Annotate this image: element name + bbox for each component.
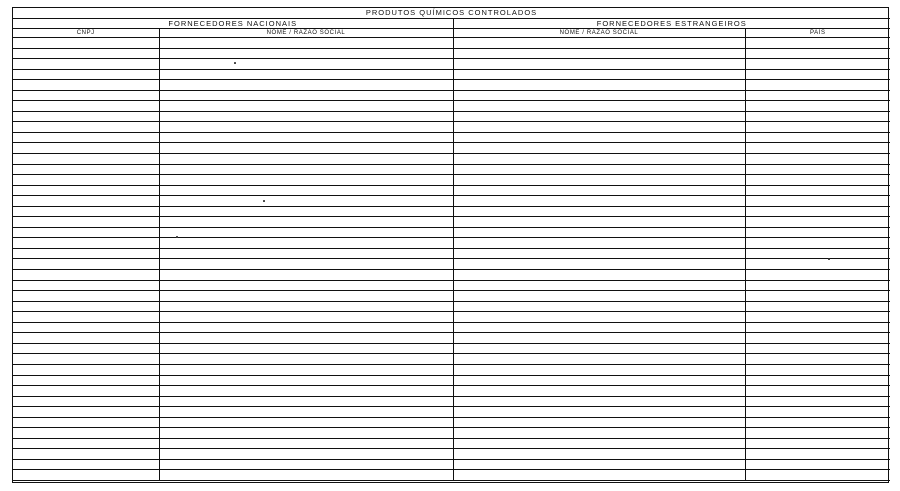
table-row (13, 185, 890, 196)
table-row (13, 354, 890, 365)
country-cell[interactable] (745, 175, 890, 186)
cnpj-cell[interactable] (13, 291, 159, 302)
country-cell[interactable] (745, 343, 890, 354)
national-name-cell[interactable] (159, 59, 453, 70)
national-name-cell[interactable] (159, 164, 453, 175)
foreign-name-cell[interactable] (453, 386, 745, 397)
country-cell[interactable] (745, 407, 890, 418)
foreign-name-cell[interactable] (453, 312, 745, 323)
cnpj-cell[interactable] (13, 185, 159, 196)
foreign-name-cell[interactable] (453, 101, 745, 112)
cnpj-cell[interactable] (13, 364, 159, 375)
foreign-name-cell[interactable] (453, 343, 745, 354)
scan-speck (234, 62, 236, 64)
foreign-suppliers-heading: FORNECEDORES ESTRANGEIROS (453, 19, 890, 29)
national-name-cell[interactable] (159, 270, 453, 281)
foreign-name-cell[interactable] (453, 164, 745, 175)
table-row (13, 59, 890, 70)
national-name-cell[interactable] (159, 417, 453, 428)
table-row (13, 312, 890, 323)
cnpj-cell[interactable] (13, 449, 159, 460)
cnpj-cell[interactable] (13, 248, 159, 259)
country-cell[interactable] (745, 259, 890, 270)
foreign-name-cell[interactable] (453, 291, 745, 302)
table-row (13, 280, 890, 291)
foreign-name-cell[interactable] (453, 238, 745, 249)
national-name-cell[interactable] (159, 90, 453, 101)
national-name-cell[interactable] (159, 143, 453, 154)
cnpj-cell[interactable] (13, 80, 159, 91)
country-cell[interactable] (745, 312, 890, 323)
foreign-name-cell[interactable] (453, 227, 745, 238)
country-cell[interactable] (745, 196, 890, 207)
foreign-name-cell[interactable] (453, 111, 745, 122)
national-name-cell[interactable] (159, 280, 453, 291)
country-cell[interactable] (745, 164, 890, 175)
foreign-name-cell[interactable] (453, 428, 745, 439)
foreign-name-cell[interactable] (453, 364, 745, 375)
national-suppliers-heading: FORNECEDORES NACIONAIS (13, 19, 453, 29)
cnpj-cell[interactable] (13, 69, 159, 80)
cnpj-cell[interactable] (13, 438, 159, 449)
table-row (13, 364, 890, 375)
national-name-cell[interactable] (159, 185, 453, 196)
suppliers-form (12, 7, 889, 483)
cnpj-cell[interactable] (13, 217, 159, 228)
table-row (13, 206, 890, 217)
foreign-name-cell[interactable] (453, 280, 745, 291)
suppliers-table (13, 8, 890, 481)
cnpj-cell[interactable] (13, 259, 159, 270)
cnpj-cell[interactable] (13, 428, 159, 439)
table-row (13, 238, 890, 249)
cnpj-cell[interactable] (13, 196, 159, 207)
country-cell[interactable] (745, 280, 890, 291)
country-cell[interactable] (745, 438, 890, 449)
table-row (13, 154, 890, 165)
cnpj-cell[interactable] (13, 312, 159, 323)
national-name-cell[interactable] (159, 206, 453, 217)
national-name-cell[interactable] (159, 217, 453, 228)
cnpj-cell[interactable] (13, 386, 159, 397)
foreign-name-column-header: NOME / RAZÃO SOCIAL (453, 29, 745, 38)
national-name-cell[interactable] (159, 407, 453, 418)
country-cell[interactable] (745, 333, 890, 344)
table-row (13, 459, 890, 470)
country-cell[interactable] (745, 185, 890, 196)
foreign-name-cell[interactable] (453, 438, 745, 449)
foreign-name-cell[interactable] (453, 185, 745, 196)
foreign-name-cell[interactable] (453, 175, 745, 186)
country-cell[interactable] (745, 69, 890, 80)
table-row (13, 470, 890, 481)
table-row (13, 48, 890, 59)
foreign-name-cell[interactable] (453, 38, 745, 49)
foreign-name-cell[interactable] (453, 143, 745, 154)
country-cell[interactable] (745, 238, 890, 249)
national-name-cell[interactable] (159, 428, 453, 439)
national-name-cell[interactable] (159, 38, 453, 49)
table-row (13, 164, 890, 175)
table-row (13, 291, 890, 302)
national-name-cell[interactable] (159, 322, 453, 333)
table-row (13, 196, 890, 207)
national-name-cell[interactable] (159, 227, 453, 238)
country-cell[interactable] (745, 217, 890, 228)
country-column-header: PAÍS (745, 29, 890, 38)
country-cell[interactable] (745, 459, 890, 470)
country-cell[interactable] (745, 111, 890, 122)
country-cell[interactable] (745, 227, 890, 238)
scan-speck (176, 236, 178, 238)
national-name-cell[interactable] (159, 175, 453, 186)
country-cell[interactable] (745, 132, 890, 143)
country-cell[interactable] (745, 80, 890, 91)
country-cell[interactable] (745, 101, 890, 112)
cnpj-cell[interactable] (13, 270, 159, 281)
cnpj-cell[interactable] (13, 132, 159, 143)
table-row (13, 301, 890, 312)
country-cell[interactable] (745, 396, 890, 407)
cnpj-cell[interactable] (13, 59, 159, 70)
foreign-name-cell[interactable] (453, 301, 745, 312)
cnpj-column-header: CNPJ (13, 29, 159, 38)
foreign-name-cell[interactable] (453, 69, 745, 80)
cnpj-cell[interactable] (13, 470, 159, 481)
cnpj-cell[interactable] (13, 343, 159, 354)
cnpj-cell[interactable] (13, 143, 159, 154)
national-name-column-header: NOME / RAZÃO SOCIAL (159, 29, 453, 38)
national-name-cell[interactable] (159, 196, 453, 207)
national-name-cell[interactable] (159, 48, 453, 59)
cnpj-cell[interactable] (13, 90, 159, 101)
cnpj-cell[interactable] (13, 238, 159, 249)
foreign-name-cell[interactable] (453, 354, 745, 365)
cnpj-cell[interactable] (13, 164, 159, 175)
table-row (13, 343, 890, 354)
country-cell[interactable] (745, 364, 890, 375)
table-row (13, 80, 890, 91)
table-row (13, 122, 890, 133)
country-cell[interactable] (745, 270, 890, 281)
national-name-cell[interactable] (159, 438, 453, 449)
foreign-name-cell[interactable] (453, 80, 745, 91)
country-cell[interactable] (745, 354, 890, 365)
table-row (13, 375, 890, 386)
table-row (13, 143, 890, 154)
country-cell[interactable] (745, 449, 890, 460)
table-row (13, 132, 890, 143)
national-name-cell[interactable] (159, 101, 453, 112)
foreign-name-cell[interactable] (453, 407, 745, 418)
table-row (13, 396, 890, 407)
foreign-name-cell[interactable] (453, 322, 745, 333)
national-name-cell[interactable] (159, 132, 453, 143)
table-row (13, 386, 890, 397)
table-row (13, 428, 890, 439)
table-row (13, 259, 890, 270)
national-name-cell[interactable] (159, 470, 453, 481)
table-row (13, 248, 890, 259)
national-name-cell[interactable] (159, 69, 453, 80)
table-row (13, 111, 890, 122)
national-name-cell[interactable] (159, 354, 453, 365)
table-row (13, 270, 890, 281)
cnpj-cell[interactable] (13, 322, 159, 333)
foreign-name-cell[interactable] (453, 449, 745, 460)
foreign-name-cell[interactable] (453, 122, 745, 133)
foreign-name-cell[interactable] (453, 459, 745, 470)
table-row (13, 90, 890, 101)
national-name-cell[interactable] (159, 396, 453, 407)
foreign-name-cell[interactable] (453, 333, 745, 344)
country-cell[interactable] (745, 122, 890, 133)
cnpj-cell[interactable] (13, 154, 159, 165)
national-name-cell[interactable] (159, 248, 453, 259)
table-row (13, 438, 890, 449)
foreign-name-cell[interactable] (453, 259, 745, 270)
national-name-cell[interactable] (159, 301, 453, 312)
table-row (13, 101, 890, 112)
cnpj-cell[interactable] (13, 417, 159, 428)
foreign-name-cell[interactable] (453, 196, 745, 207)
foreign-name-cell[interactable] (453, 90, 745, 101)
country-cell[interactable] (745, 143, 890, 154)
country-cell[interactable] (745, 248, 890, 259)
country-cell[interactable] (745, 428, 890, 439)
foreign-name-cell[interactable] (453, 154, 745, 165)
foreign-name-cell[interactable] (453, 470, 745, 481)
cnpj-cell[interactable] (13, 206, 159, 217)
cnpj-cell[interactable] (13, 122, 159, 133)
cnpj-cell[interactable] (13, 396, 159, 407)
table-row (13, 38, 890, 49)
national-name-cell[interactable] (159, 333, 453, 344)
cnpj-cell[interactable] (13, 111, 159, 122)
cnpj-cell[interactable] (13, 333, 159, 344)
national-name-cell[interactable] (159, 449, 453, 460)
form-title: PRODUTOS QUÍMICOS CONTROLADOS (13, 8, 890, 19)
national-name-cell[interactable] (159, 259, 453, 270)
national-name-cell[interactable] (159, 364, 453, 375)
scan-speck (263, 200, 265, 202)
cnpj-cell[interactable] (13, 280, 159, 291)
foreign-name-cell[interactable] (453, 417, 745, 428)
country-cell[interactable] (745, 291, 890, 302)
national-name-cell[interactable] (159, 343, 453, 354)
national-name-cell[interactable] (159, 111, 453, 122)
table-row (13, 227, 890, 238)
country-cell[interactable] (745, 375, 890, 386)
scan-speck (828, 258, 830, 260)
country-cell[interactable] (745, 38, 890, 49)
national-name-cell[interactable] (159, 291, 453, 302)
foreign-name-cell[interactable] (453, 48, 745, 59)
national-name-cell[interactable] (159, 375, 453, 386)
country-cell[interactable] (745, 90, 890, 101)
country-cell[interactable] (745, 470, 890, 481)
national-name-cell[interactable] (159, 312, 453, 323)
cnpj-cell[interactable] (13, 301, 159, 312)
national-name-cell[interactable] (159, 238, 453, 249)
cnpj-cell[interactable] (13, 101, 159, 112)
table-row (13, 175, 890, 186)
national-name-cell[interactable] (159, 122, 453, 133)
cnpj-cell[interactable] (13, 459, 159, 470)
table-row (13, 69, 890, 80)
cnpj-cell[interactable] (13, 38, 159, 49)
national-name-cell[interactable] (159, 80, 453, 91)
national-name-cell[interactable] (159, 459, 453, 470)
country-cell[interactable] (745, 301, 890, 312)
cnpj-cell[interactable] (13, 375, 159, 386)
national-name-cell[interactable] (159, 154, 453, 165)
table-row (13, 333, 890, 344)
foreign-name-cell[interactable] (453, 396, 745, 407)
cnpj-cell[interactable] (13, 48, 159, 59)
foreign-name-cell[interactable] (453, 206, 745, 217)
table-row (13, 407, 890, 418)
cnpj-cell[interactable] (13, 354, 159, 365)
table-row (13, 449, 890, 460)
foreign-name-cell[interactable] (453, 270, 745, 281)
table-row (13, 417, 890, 428)
country-cell[interactable] (745, 386, 890, 397)
foreign-name-cell[interactable] (453, 375, 745, 386)
foreign-name-cell[interactable] (453, 248, 745, 259)
table-row (13, 217, 890, 228)
blank-rows (13, 38, 890, 481)
foreign-name-cell[interactable] (453, 59, 745, 70)
country-cell[interactable] (745, 206, 890, 217)
national-name-cell[interactable] (159, 386, 453, 397)
foreign-name-cell[interactable] (453, 132, 745, 143)
country-cell[interactable] (745, 417, 890, 428)
country-cell[interactable] (745, 59, 890, 70)
table-row (13, 322, 890, 333)
cnpj-cell[interactable] (13, 227, 159, 238)
country-cell[interactable] (745, 48, 890, 59)
foreign-name-cell[interactable] (453, 217, 745, 228)
country-cell[interactable] (745, 322, 890, 333)
cnpj-cell[interactable] (13, 175, 159, 186)
cnpj-cell[interactable] (13, 407, 159, 418)
country-cell[interactable] (745, 154, 890, 165)
